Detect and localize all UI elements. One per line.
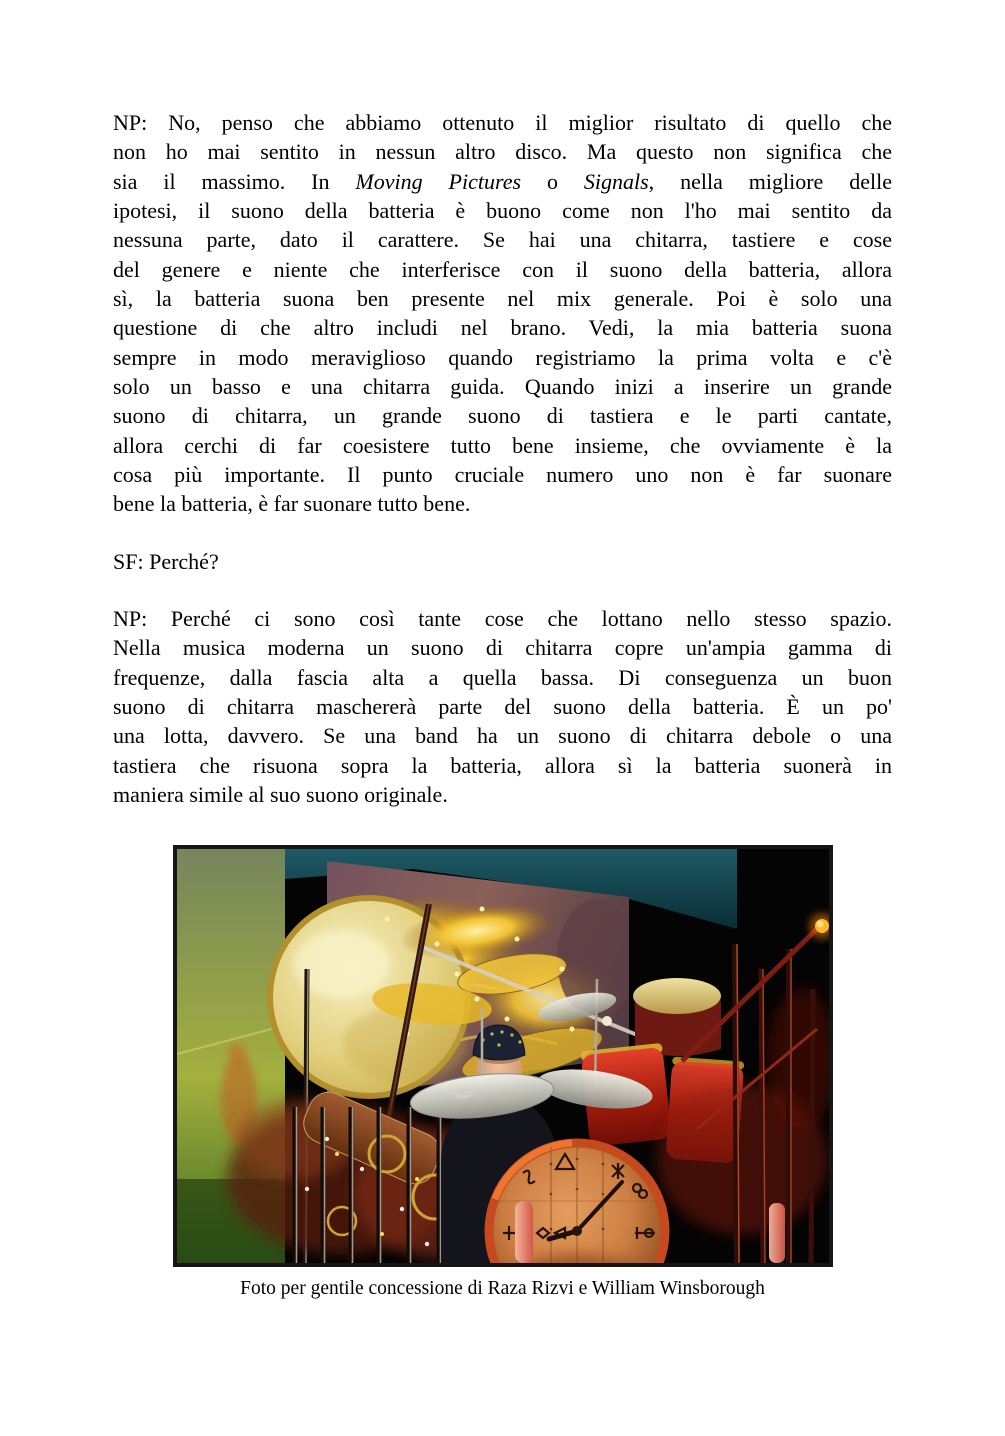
- text-segment: solo un basso e una chitarra guida. Quando inizi a inserire un grande: [113, 373, 892, 399]
- text-segment: Nella musica moderna un suono di chitarra copre un'ampia gamma di: [113, 635, 892, 661]
- text-segment: suono di chitarra, un grande suono di tastiera e le parti cantate,: [113, 403, 892, 429]
- text-line: [113, 313, 892, 342]
- album-title: Moving Pictures: [355, 168, 522, 194]
- text-line: [113, 401, 892, 430]
- text-segment: NP: No, penso che abbiamo ottenuto il miglior risultato di quello che: [113, 110, 892, 135]
- text-segment: del genere e niente che interferisce con il suono della batteria, allora: [113, 256, 892, 282]
- text-line: [113, 751, 892, 780]
- text-line: [113, 489, 892, 518]
- text-line: [113, 692, 892, 721]
- text-line: [113, 343, 892, 372]
- text-segment: tastiera che risuona sopra la batteria, allora sì la batteria suonerà in: [113, 752, 892, 778]
- text-segment: , nella migliore delle: [648, 168, 892, 194]
- text-segment: NP: Perché ci sono così tante cose che lottano nello stesso spazio.: [113, 605, 892, 631]
- text-line: [113, 721, 892, 750]
- text-line: [113, 372, 892, 401]
- text-segment: allora cerchi di far coesistere tutto bene insieme, che ovviamente è la: [113, 432, 892, 458]
- text-line: [113, 604, 892, 633]
- text-line: [113, 547, 892, 576]
- text-segment: ipotesi, il suono della batteria è buono come non l'ho mai sentito da: [113, 197, 892, 223]
- text-segment: sì, la batteria suona ben presente nel mix generale. Poi è solo una: [113, 285, 892, 311]
- text-line: [113, 633, 892, 662]
- interview-text: [113, 108, 892, 837]
- text-segment: maniera simile al suo suono originale.: [113, 781, 448, 807]
- text-segment: SF: Perché?: [113, 548, 219, 574]
- text-segment: bene la batteria, è far suonare tutto bene.: [113, 491, 471, 517]
- text-segment: sia il massimo. In: [113, 168, 356, 194]
- text-line: [113, 255, 892, 284]
- drummer-photo: [173, 845, 833, 1267]
- text-line: [113, 780, 892, 809]
- text-segment: frequenze, dalla fascia alta a quella bassa. Di conseguenza un buon: [113, 664, 892, 690]
- text-segment: una lotta, davvero. Se una band ha un suono di chitarra debole o una: [113, 723, 892, 749]
- text-line: [113, 460, 892, 489]
- paragraph: [113, 547, 892, 576]
- text-line: [113, 431, 892, 460]
- text-segment: o: [521, 168, 584, 194]
- text-segment: suono di chitarra maschererà parte del suono della batteria. È un po': [113, 693, 892, 719]
- paragraph: [113, 604, 892, 809]
- text-line: [113, 167, 892, 196]
- paragraph: [113, 108, 892, 519]
- text-line: [113, 137, 892, 166]
- text-segment: sempre in modo meraviglioso quando registriamo la prima volta e c'è: [113, 344, 892, 370]
- text-line: [113, 108, 892, 137]
- text-line: [113, 196, 892, 225]
- text-line: [113, 663, 892, 692]
- text-line: [113, 225, 892, 254]
- text-segment: nessuna parte, dato il carattere. Se hai una chitarra, tastiere e cose: [113, 227, 892, 253]
- drummer-photo-art: [177, 849, 829, 1263]
- photo-caption: Foto per gentile concessione di Raza Rizvi e William Winsborough: [240, 1278, 765, 1299]
- text-segment: questione di che altro includi nel brano. Vedi, la mia batteria suona: [113, 315, 892, 341]
- text-segment: non ho mai sentito in nessun altro disco. Ma questo non significa che: [113, 139, 892, 165]
- album-title: Signals: [583, 168, 649, 194]
- text-segment: cosa più importante. Il punto cruciale numero uno non è far suonare: [113, 461, 892, 487]
- text-line: [113, 284, 892, 313]
